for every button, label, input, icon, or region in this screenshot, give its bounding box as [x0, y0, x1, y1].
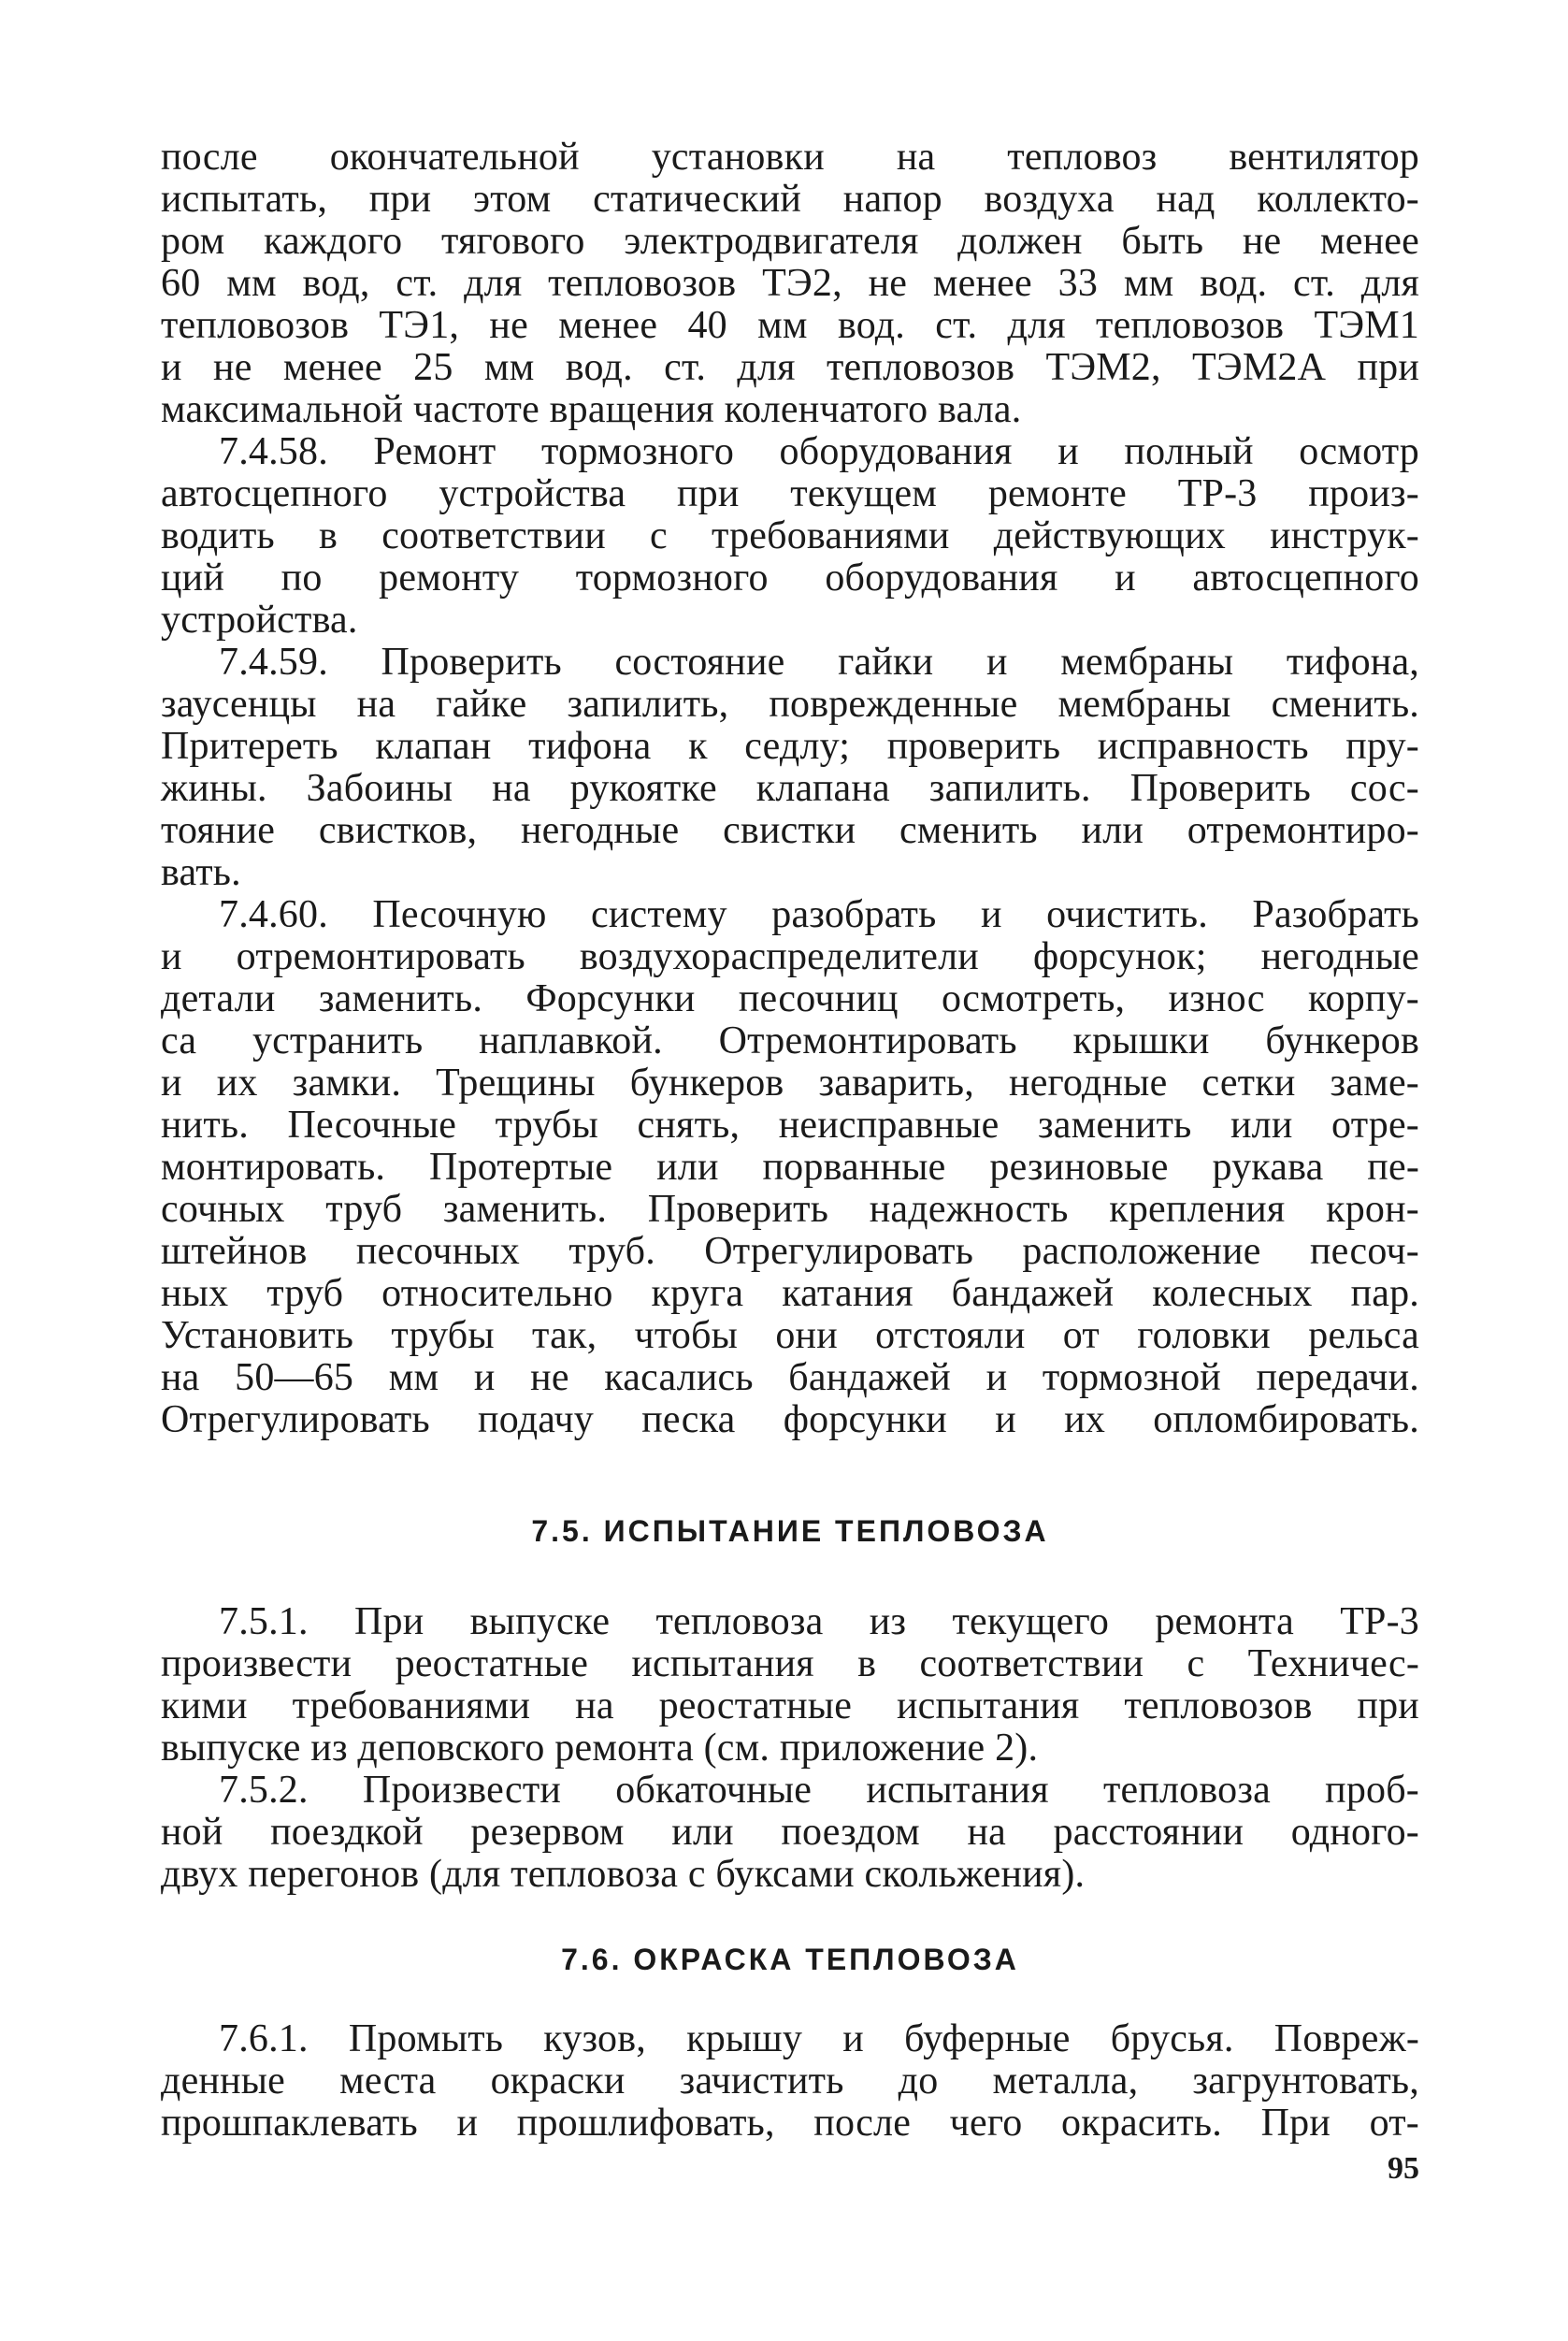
text-line: прошпаклевать и прошлифовать, после чего окрасить. При от-: [161, 2102, 1419, 2145]
text-line: тояние свистков, негодные свистки сменить или отремонтиро-: [161, 809, 1419, 852]
text-line: автосцепного устройства при текущем ремонте ТР-3 произ-: [161, 472, 1419, 515]
paragraph-7-4-59: [161, 642, 1419, 894]
text-line: 7.5.2. Произвести обкаточные испытания тепловоза проб-: [219, 1769, 1419, 1812]
text-line: и их замки. Трещины бункеров заварить, негодные сетки заме-: [161, 1062, 1419, 1105]
section-heading-7-6: 7.6. ОКРАСКА ТЕПЛОВОЗА: [561, 1943, 1019, 1976]
paragraph-continuation: [161, 137, 1419, 431]
text-line: ных труб относительно круга катания бандажей колесных пар.: [161, 1272, 1419, 1315]
text-line: 7.4.58. Ремонт тормозного оборудования и полный осмотр: [219, 430, 1419, 473]
text-line: Установить трубы так, чтобы они отстояли от головки рельса: [161, 1314, 1419, 1357]
text-line: ной поездкой резервом или поездом на расстоянии одного-: [161, 1811, 1419, 1854]
paragraph-7-5-2: [161, 1770, 1419, 1896]
text-line: сочных труб заменить. Проверить надежность крепления крон-: [161, 1188, 1419, 1231]
section-heading-7-5: 7.5. ИСПЫТАНИЕ ТЕПЛОВОЗА: [531, 1514, 1049, 1548]
text-line: вать.: [161, 851, 241, 894]
text-line: двух перегонов (для тепловоза с буксами скольжения).: [161, 1853, 1086, 1896]
document-page: [161, 137, 1419, 2145]
text-line: денные места окраски зачистить до металла, загрунтовать,: [161, 2059, 1419, 2103]
text-line: кими требованиями на реостатные испытания тепловозов при: [161, 1684, 1419, 1727]
paragraph-7-4-60: [161, 894, 1419, 1441]
text-line: после окончательной установки на тепловоз вентилятор: [161, 136, 1419, 179]
text-line: Отрегулировать подачу песка форсунки и их опломбировать.: [161, 1398, 1419, 1441]
page-number: 95: [1388, 2151, 1419, 2186]
text-line: ром каждого тягового электродвигателя должен быть не менее: [161, 220, 1419, 263]
text-line: монтировать. Протертые или порванные резиновые рукава пе-: [161, 1146, 1419, 1189]
paragraph-7-6-1: [161, 2018, 1419, 2145]
text-line: и не менее 25 мм вод. ст. для тепловозов ТЭМ2, ТЭМ2А при: [161, 346, 1419, 389]
paragraph-7-4-58: [161, 431, 1419, 642]
text-line: 7.6.1. Промыть кузов, крышу и буферные брусья. Повреж-: [219, 2017, 1419, 2060]
text-line: устройства.: [161, 599, 358, 642]
text-line: 7.4.59. Проверить состояние гайки и мембраны тифона,: [219, 641, 1419, 684]
text-line: 7.4.60. Песочную систему разобрать и очистить. Разобрать: [219, 893, 1419, 936]
text-line: штейнов песочных труб. Отрегулировать расположение песоч-: [161, 1230, 1419, 1273]
text-line: детали заменить. Форсунки песочниц осмотреть, износ корпу-: [161, 977, 1419, 1020]
text-line: заусенцы на гайке запилить, поврежденные мембраны сменить.: [161, 683, 1419, 726]
paragraph-7-5-1: [161, 1601, 1419, 1770]
text-line: на 50—65 мм и не касались бандажей и тормозной передачи.: [161, 1356, 1419, 1399]
text-line: са устранить наплавкой. Отремонтировать крышки бункеров: [161, 1019, 1419, 1062]
text-line: тепловозов ТЭ1, не менее 40 мм вод. ст. для тепловозов ТЭМ1: [161, 304, 1419, 347]
text-line: жины. Забоины на рукоятке клапана запилить. Проверить сос-: [161, 767, 1419, 810]
text-line: 60 мм вод, ст. для тепловозов ТЭ2, не менее 33 мм вод. ст. для: [161, 262, 1419, 305]
text-line: водить в соответствии с требованиями действующих инструк-: [161, 514, 1419, 557]
text-line: произвести реостатные испытания в соответствии с Техничес-: [161, 1642, 1419, 1685]
text-line: нить. Песочные трубы снять, неисправные заменить или отре-: [161, 1104, 1419, 1147]
text-line: максимальной частоте вращения коленчатого вала.: [161, 388, 1022, 431]
text-line: 7.5.1. При выпуске тепловоза из текущего ремонта ТР-3: [219, 1600, 1419, 1643]
text-line: Притереть клапан тифона к седлу; проверить исправность пру-: [161, 725, 1419, 768]
text-line: и отремонтировать воздухораспределители форсунок; негодные: [161, 935, 1419, 978]
text-line: испытать, при этом статический напор воздуха над коллекто-: [161, 178, 1419, 221]
text-line: ций по ремонту тормозного оборудования и автосцепного: [161, 556, 1419, 600]
text-line: выпуске из деповского ремонта (см. приложение 2).: [161, 1727, 1039, 1770]
